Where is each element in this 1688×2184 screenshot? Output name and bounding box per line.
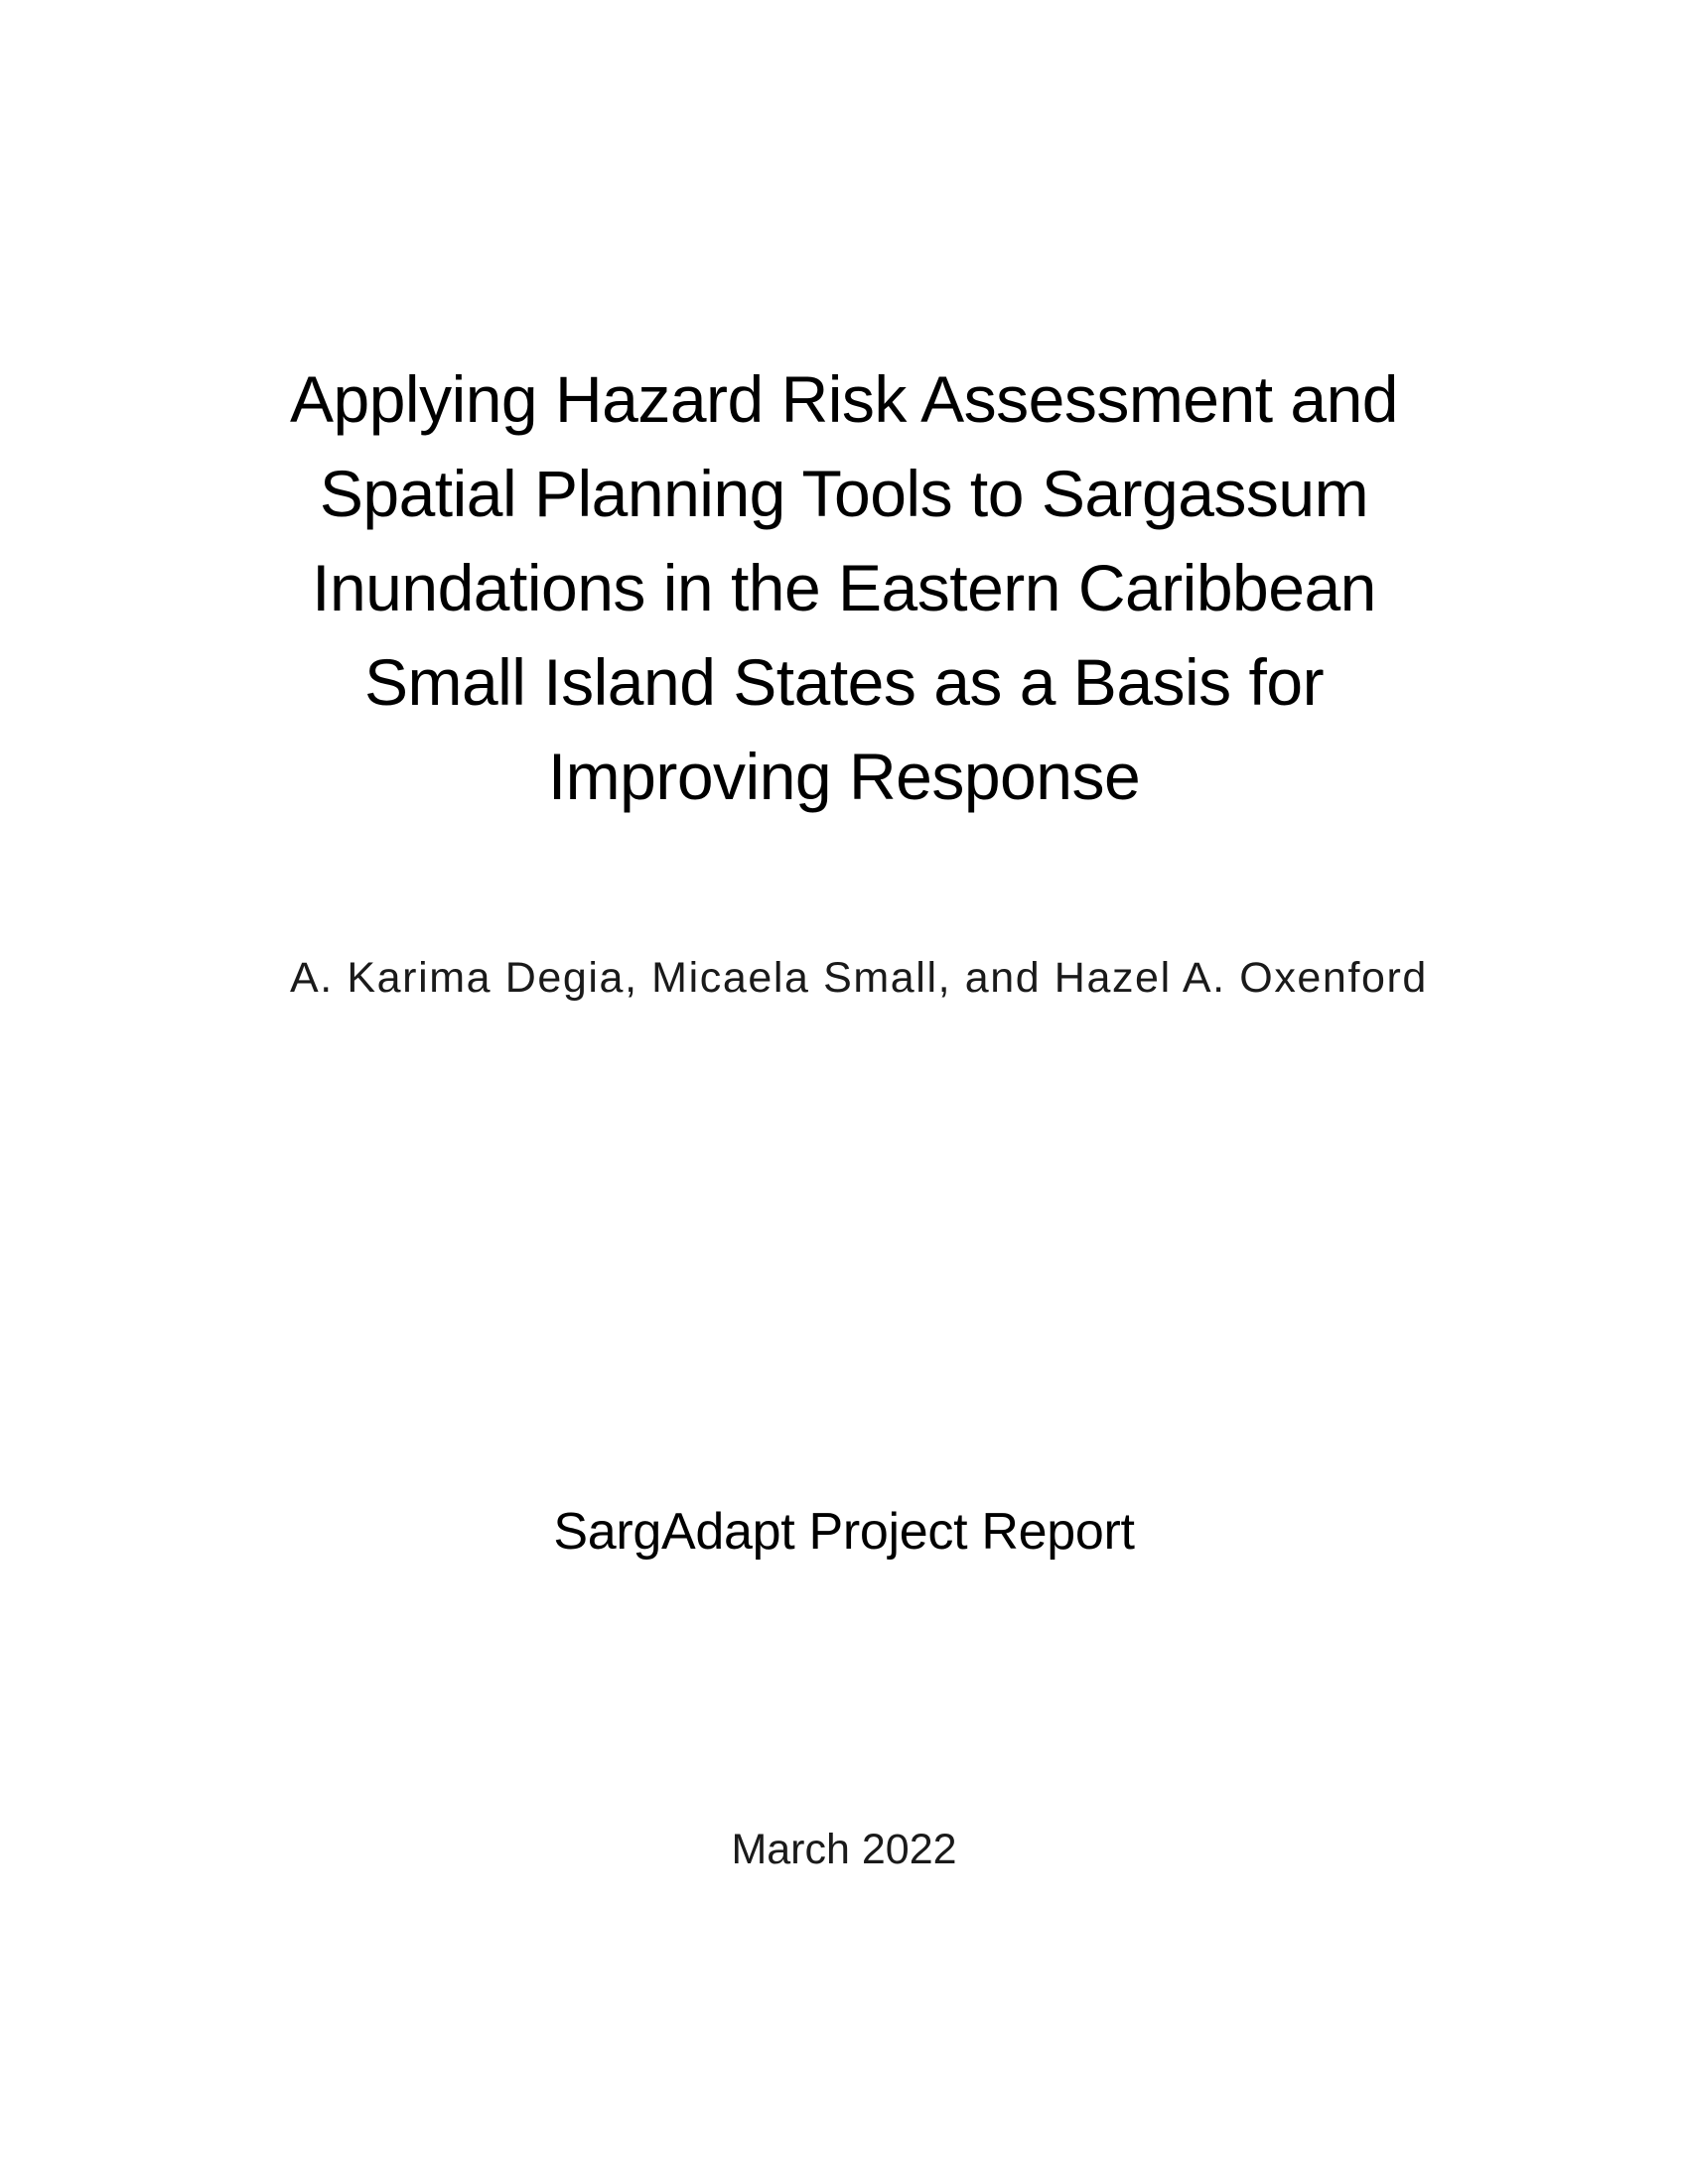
title-line: Inundations in the Eastern Caribbean	[312, 551, 1376, 624]
title-line: Improving Response	[547, 740, 1141, 813]
report-title	[0, 352, 1688, 824]
report-series-label: SargAdapt Project Report	[553, 1503, 1135, 1561]
author-list: A. Karima Degia, Micaela Small, and Hazel A. Oxenford	[290, 954, 1428, 1002]
title-line: Applying Hazard Risk Assessment and	[289, 362, 1399, 436]
title-line: Small Island States as a Basis for	[363, 645, 1325, 719]
publication-date: March 2022	[731, 1826, 957, 1873]
title-line: Spatial Planning Tools to Sargassum	[319, 457, 1369, 530]
